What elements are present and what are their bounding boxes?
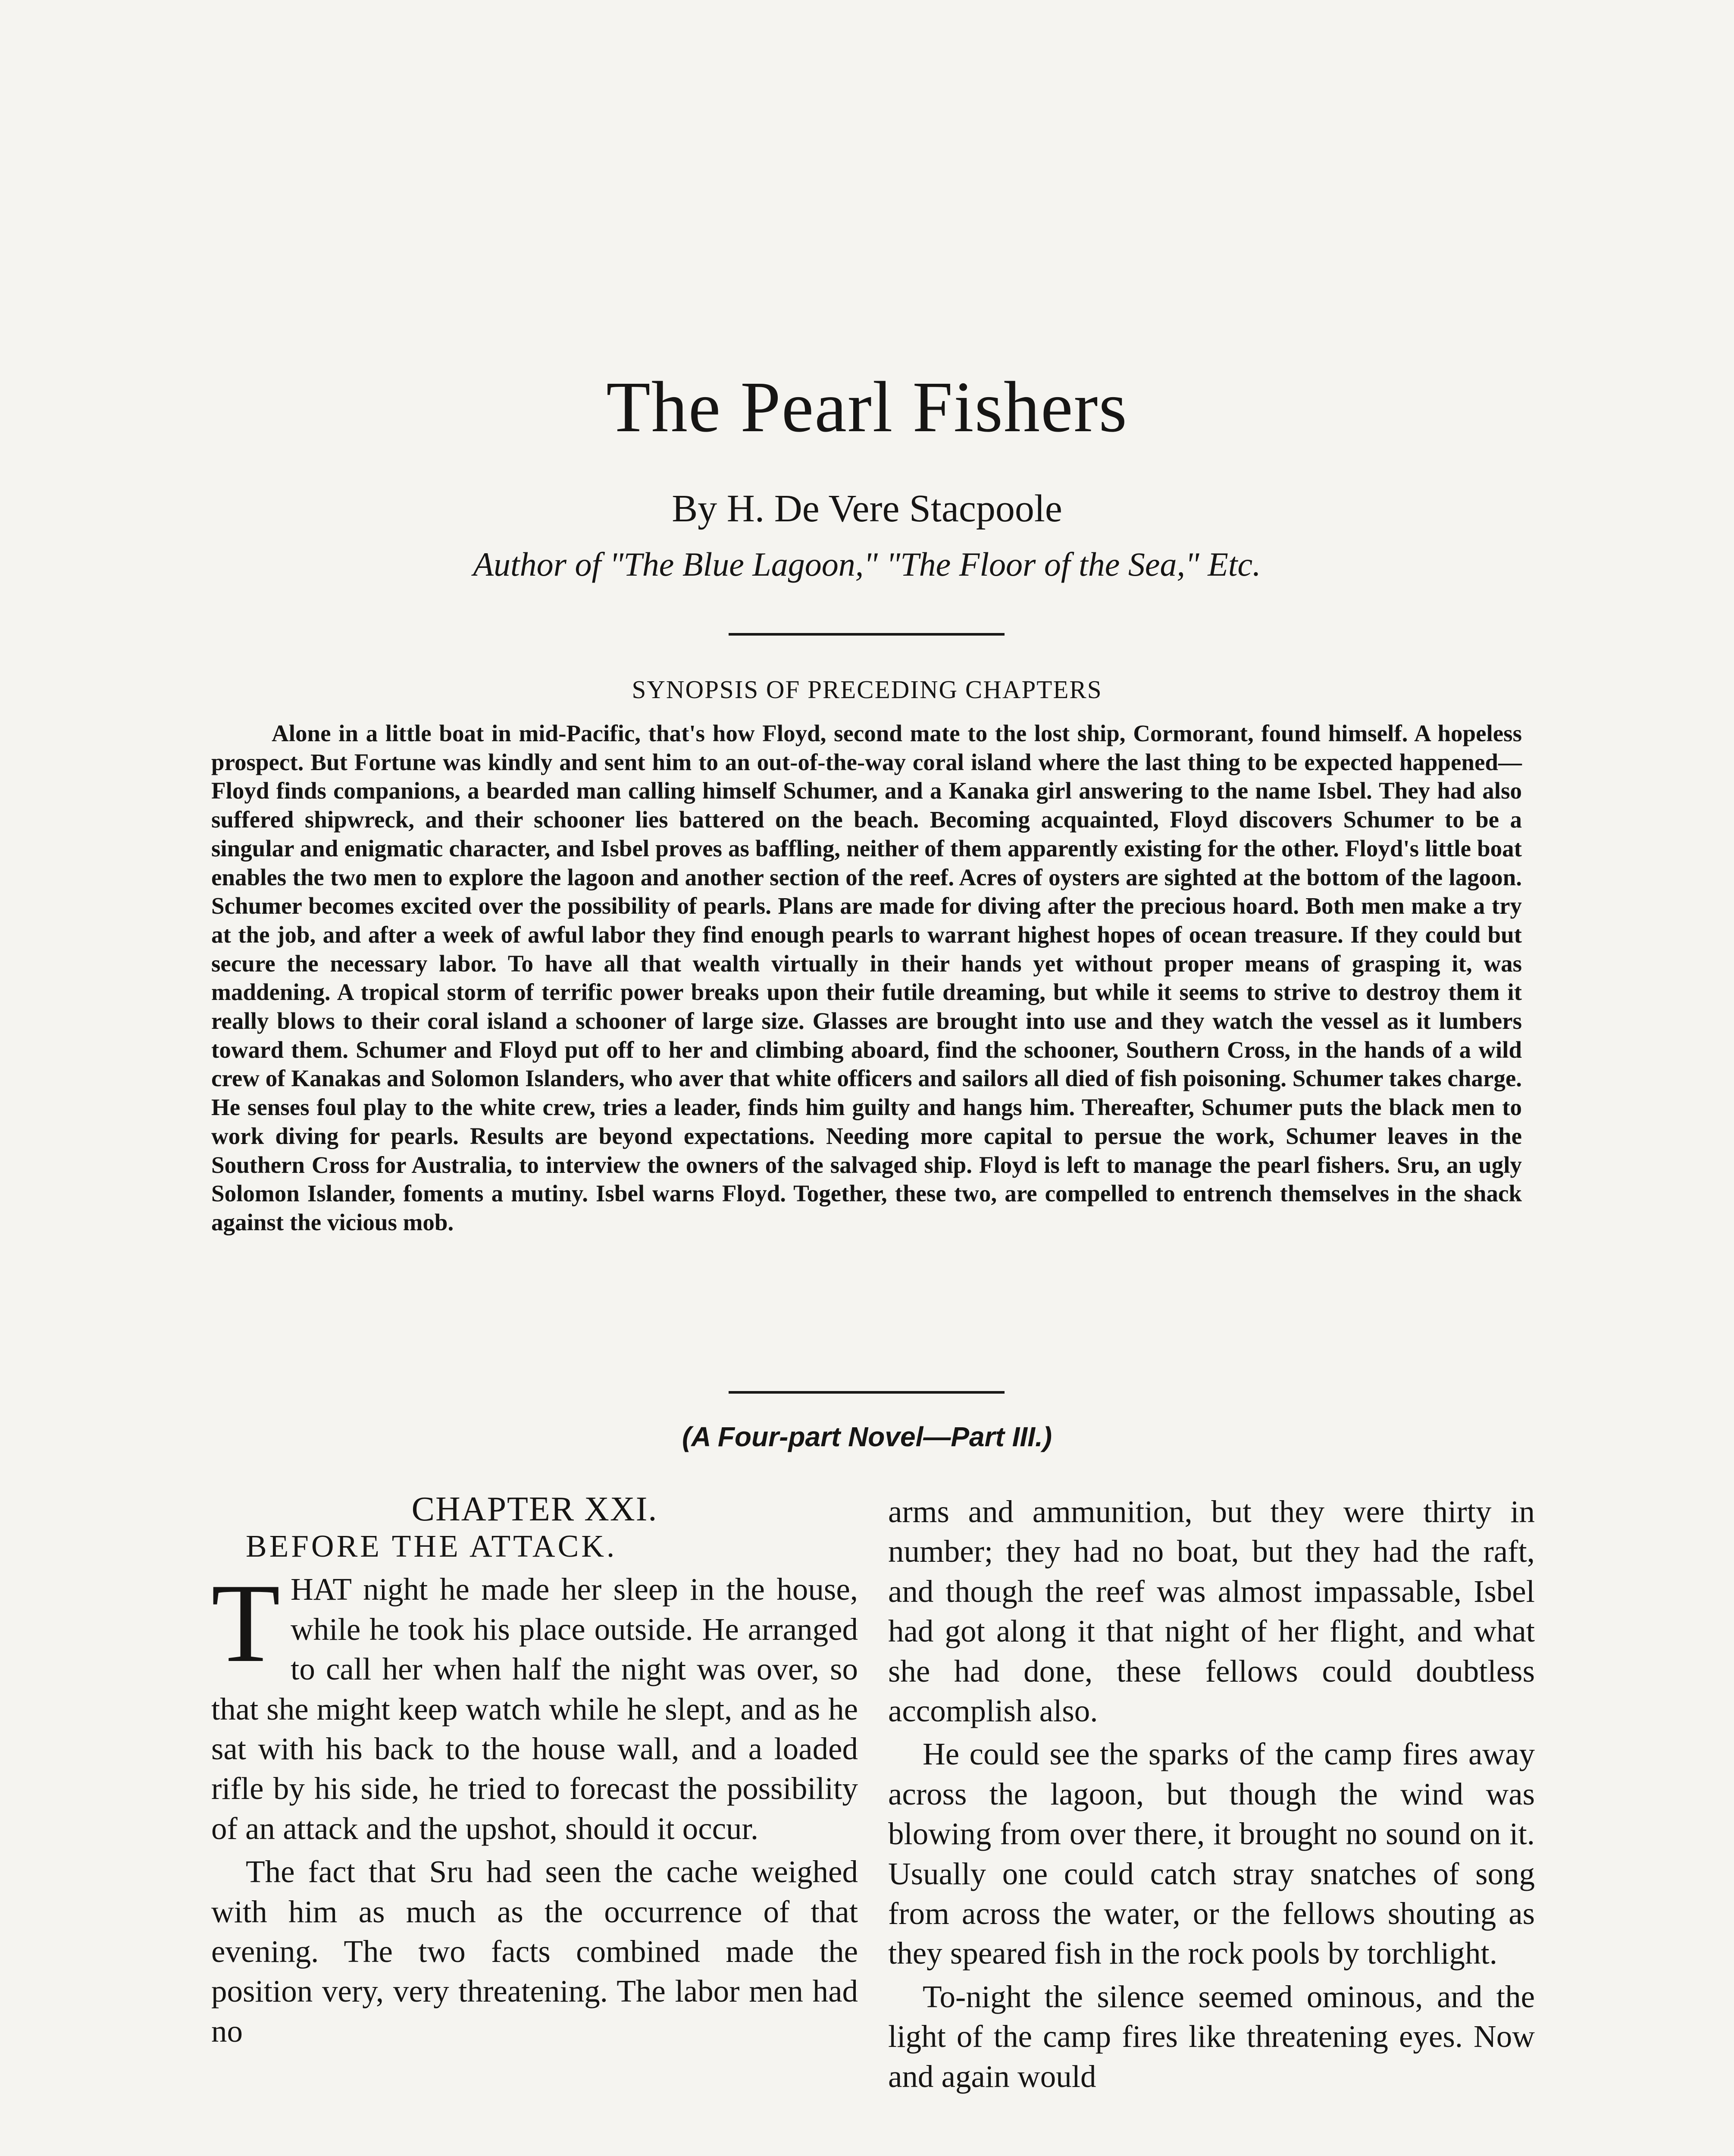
paragraph: The fact that Sru had seen the cache weighed with him as much as the occurrence of that evening. The two facts combined made the position very, very threatening. The labor men had no — [211, 1854, 858, 2049]
title-divider — [729, 633, 1005, 636]
chapter-subtitle: BEFORE THE ATTACK. — [246, 1529, 617, 1564]
paragraph: He could see the sparks of the camp fires away across the lagoon, but though the wind was blowing from over there, it brought no sound on it. Usually one could catch stray snatches of song from across the water, or the fellows shouting as they speared fish in the rock pools by torchlight. — [888, 1736, 1535, 1971]
paragraph: To-night the silence seemed ominous, and the light of the camp fires like threatening eyes. Now and again would — [888, 1979, 1535, 2094]
opening-paragraph — [211, 1561, 858, 1849]
story-title: The Pearl Fishers — [606, 367, 1128, 447]
serial-note: (A Four-part Novel—Part III.) — [682, 1421, 1052, 1452]
continued-paragraph: arms and ammunition, but they were thirty in number; they had no boat, but they had the raft, and though the reef was almost impassable, Isbel had got along it that night of her flight, and what she had done, these fellows could doubtless accomplish also. — [888, 1494, 1535, 1729]
left-column — [211, 1492, 858, 2051]
chapter-title: CHAPTER XXI. — [411, 1490, 658, 1528]
drop-cap: T — [211, 1561, 281, 1686]
synopsis-heading: SYNOPSIS OF PRECEDING CHAPTERS — [632, 675, 1102, 704]
opening-paragraph-text: HAT night he made her sleep in the house, while he took his place outside. He arranged to call her when half the night was over, so that she might keep watch while he slept, and as he sat with his back to the house wall, and a loaded rifle by his side, he tried to forecast the possibility of an attack and the upshot, should it occur. — [211, 1572, 858, 1846]
synopsis-divider — [729, 1391, 1005, 1394]
right-column — [888, 1492, 1535, 2096]
synopsis-text: Alone in a little boat in mid-Pacific, that's how Floyd, second mate to the lost ship, Cormorant, found himself. A hopeless prospect. But Fortune was kindly and sent him to an out-of-the-way coral island where the last thing to be expected happened—Floyd finds companions, a bearded man calling himself Schumer, and a Kanaka girl answering to the name Isbel. They had also suffered shipwreck, and their schooner lies battered on the beach. Becoming acquainted, Floyd discovers Schumer to be a singular and enigmatic character, and Isbel proves as baffling, neither of them apparently existing for the other. Floyd's little boat enables the two men to explore the lagoon and another section of the reef. Acres of oysters are sighted at the bottom of the lagoon. Schumer becomes excited over the possibility of pearls. Plans are made for diving after the precious hoard. Both men make a try at the job, and after a week of awful labor they find enough pearls to warrant highest hopes of ocean treasure. If they could but secure the necessary labor. To have all that wealth virtually in their hands yet without proper means of grasping it, was maddening. A tropical storm of terrific power breaks upon their futile dreaming, but while it seems to strive to destroy them it really blows to their coral island a schooner of large size. Glasses are brought into use and they watch the vessel as it lumbers toward them. Schumer and Floyd put off to her and climbing aboard, find the schooner, Southern Cross, in the hands of a wild crew of Kanakas and Solomon Islanders, who aver that white officers and sailors all died of fish poisoning. Schumer takes charge. He senses foul play to the white crew, tries a leader, finds him guilty and hangs him. Thereafter, Schumer puts the black men to work diving for pearls. Results are beyond expectations. Needing more capital to persue the work, Schumer leaves in the Southern Cross for Australia, to interview the owners of the salvaged ship. Floyd is left to manage the pearl fishers. Sru, an ugly Solomon Islander, foments a mutiny. Isbel warns Floyd. Together, these two, are compelled to entrench themselves in the shack against the vicious mob. — [211, 720, 1522, 1235]
author-credit: Author of "The Blue Lagoon," "The Floor of the Sea," Etc. — [473, 545, 1261, 583]
author-byline: By H. De Vere Stacpoole — [672, 487, 1062, 530]
